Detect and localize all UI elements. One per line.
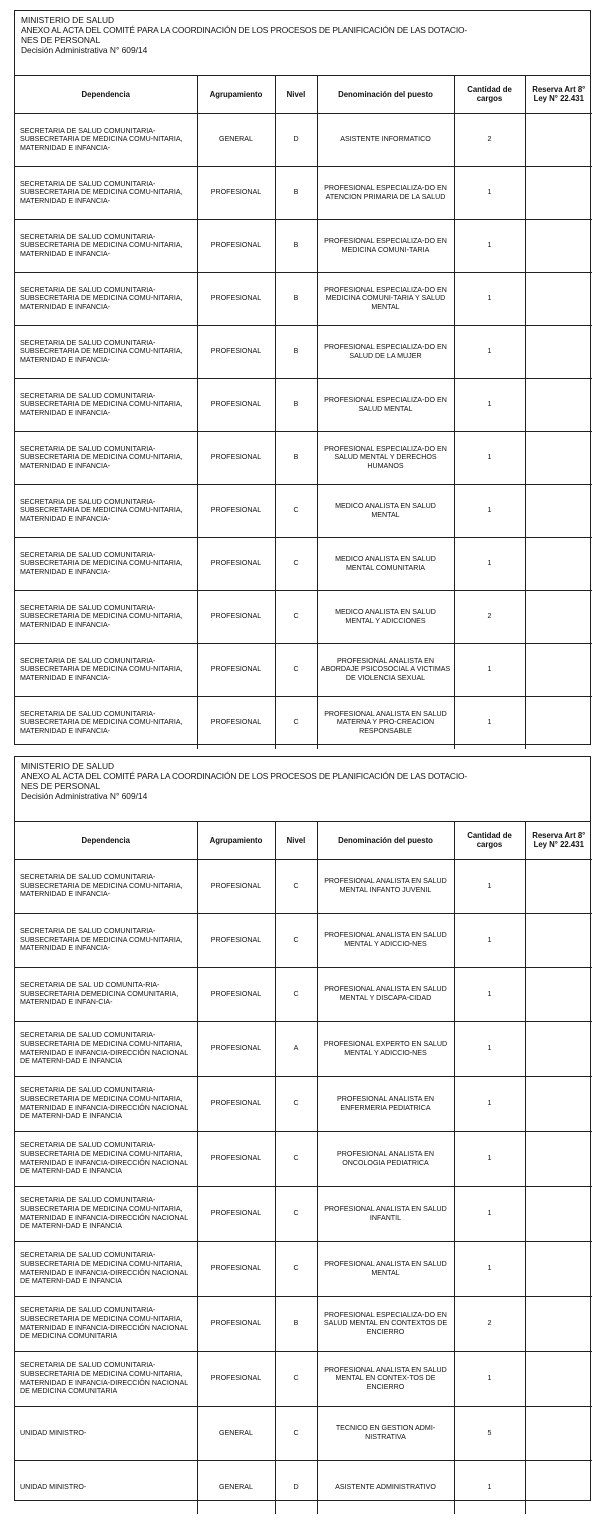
cell-puesto: TECNICO EN GESTION ADMI-NISTRATIVA: [317, 1406, 454, 1460]
cell-cantidad: 1: [454, 643, 525, 696]
cell-agrupamiento: PROFESIONAL: [197, 1021, 275, 1076]
cell-reserva: [525, 967, 592, 1021]
cell-dependencia: SECRETARIA DE SALUD COMUNITARIA-SUBSECRETARIA DE MEDICINA COMU-NITARIA, MATERNIDAD E INFANCIA-DIRECCIÓN NACIONAL DE MATERNI-DAD E INFANCIA: [15, 1076, 197, 1131]
cell-puesto: PROFESIONAL ANALISTA EN SALUD INFANTIL: [317, 1186, 454, 1241]
column-header-cantidad: Cantidad de cargos: [454, 822, 525, 859]
cell-reserva: [525, 272, 592, 325]
annex-title-line-2: NES DE PERSONAL: [21, 35, 101, 45]
column-header-agrupamiento: Agrupamiento: [197, 76, 275, 113]
annex-title-line-2: NES DE PERSONAL: [21, 781, 101, 791]
cell-reserva: [525, 1296, 592, 1351]
cell-dependencia: SECRETARIA DE SALUD COMUNITARIA-SUBSECRETARIA DE MEDICINA COMU-NITARIA, MATERNIDAD E INFANCIA-: [15, 378, 197, 431]
table-row: [15, 219, 592, 272]
cell-reserva: [525, 378, 592, 431]
annex-sheet: [14, 10, 591, 745]
cell-agrupamiento: PROFESIONAL: [197, 1131, 275, 1186]
cell-puesto: PROFESIONAL ANALISTA EN ABORDAJE PSICOSOCIAL A VICTIMAS DE VIOLENCIA SEXUAL: [317, 643, 454, 696]
cell-agrupamiento: PROFESIONAL: [197, 219, 275, 272]
cell-cantidad: 1: [454, 325, 525, 378]
cell-agrupamiento: GENERAL: [197, 1460, 275, 1514]
cell-puesto: PROFESIONAL ANALISTA EN ONCOLOGIA PEDIATRICA: [317, 1131, 454, 1186]
cell-agrupamiento: PROFESIONAL: [197, 1186, 275, 1241]
cell-reserva: [525, 1186, 592, 1241]
cell-cantidad: 1: [454, 1076, 525, 1131]
cell-cantidad: 1: [454, 1021, 525, 1076]
cell-puesto: ASISTENTE ADMINISTRATIVO: [317, 1460, 454, 1514]
cell-dependencia: SECRETARIA DE SALUD COMUNITARIA-SUBSECRETARIA DE MEDICINA COMU-NITARIA, MATERNIDAD E INFANCIA-DIRECCIÓN NACIONAL DE MEDICINA COMUNITARIA: [15, 1296, 197, 1351]
column-header-puesto: Denominación del puesto: [317, 76, 454, 113]
column-header-agrupamiento: Agrupamiento: [197, 822, 275, 859]
cell-reserva: [525, 643, 592, 696]
cell-dependencia: SECRETARIA DE SALUD COMUNITARIA-SUBSECRETARIA DE MEDICINA COMU-NITARIA, MATERNIDAD E INFANCIA-DIRECCIÓN NACIONAL DE MATERNI-DAD E INFANCIA: [15, 1186, 197, 1241]
cell-dependencia: SECRETARIA DE SALUD COMUNITARIA-SUBSECRETARIA DE MEDICINA COMU-NITARIA, MATERNIDAD E INFANCIA-: [15, 166, 197, 219]
cell-dependencia: SECRETARIA DE SALUD COMUNITARIA-SUBSECRETARIA DE MEDICINA COMU-NITARIA, MATERNIDAD E INFANCIA-DIRECCIÓN NACIONAL DE MATERNI-DAD E INFANCIA: [15, 1131, 197, 1186]
cell-agrupamiento: PROFESIONAL: [197, 1351, 275, 1406]
cell-dependencia: SECRETARIA DE SALUD COMUNITARIA-SUBSECRETARIA DE MEDICINA COMU-NITARIA, MATERNIDAD E INFANCIA-: [15, 484, 197, 537]
cell-reserva: [525, 859, 592, 913]
table-row: [15, 325, 592, 378]
cell-agrupamiento: PROFESIONAL: [197, 484, 275, 537]
cell-dependencia: SECRETARIA DE SALUD COMUNITARIA-SUBSECRETARIA DE MEDICINA COMU-NITARIA, MATERNIDAD E INFANCIA-: [15, 913, 197, 967]
cell-cantidad: 1: [454, 431, 525, 484]
cell-agrupamiento: PROFESIONAL: [197, 431, 275, 484]
cell-agrupamiento: PROFESIONAL: [197, 859, 275, 913]
cell-nivel: C: [275, 696, 317, 749]
cell-puesto: PROFESIONAL ANALISTA EN SALUD MENTAL EN CONTEX-TOS DE ENCIERRO: [317, 1351, 454, 1406]
cell-dependencia: SECRETARIA DE SALUD COMUNITARIA-SUBSECRETARIA DE MEDICINA COMU-NITARIA, MATERNIDAD E INFANCIA-: [15, 325, 197, 378]
cell-nivel: D: [275, 1460, 317, 1514]
cell-nivel: B: [275, 431, 317, 484]
cell-cantidad: 1: [454, 166, 525, 219]
column-header-cantidad: Cantidad de cargos: [454, 76, 525, 113]
table-row: [15, 537, 592, 590]
cell-cantidad: 1: [454, 1186, 525, 1241]
cell-nivel: B: [275, 219, 317, 272]
cell-dependencia: UNIDAD MINISTRO-: [15, 1460, 197, 1514]
cell-cantidad: 1: [454, 859, 525, 913]
cell-nivel: C: [275, 1351, 317, 1406]
cell-reserva: [525, 1460, 592, 1514]
column-header-nivel: Nivel: [275, 76, 317, 113]
cell-reserva: [525, 431, 592, 484]
cell-puesto: PROFESIONAL ANALISTA EN ENFERMERIA PEDIATRICA: [317, 1076, 454, 1131]
cell-nivel: C: [275, 859, 317, 913]
cell-reserva: [525, 1076, 592, 1131]
table-row: [15, 1296, 592, 1351]
cell-dependencia: SECRETARIA DE SALUD COMUNITARIA-SUBSECRETARIA DE MEDICINA COMU-NITARIA, MATERNIDAD E INFANCIA-: [15, 696, 197, 749]
cell-nivel: C: [275, 643, 317, 696]
cell-reserva: [525, 219, 592, 272]
cell-puesto: MEDICO ANALISTA EN SALUD MENTAL: [317, 484, 454, 537]
cell-dependencia: SECRETARIA DE SALUD COMUNITARIA-SUBSECRETARIA DE MEDICINA COMU-NITARIA, MATERNIDAD E INFANCIA-: [15, 643, 197, 696]
table-row: [15, 378, 592, 431]
cell-agrupamiento: PROFESIONAL: [197, 166, 275, 219]
cell-dependencia: SECRETARIA DE SAL UD COMUNITA-RIA-SUBSECRETARIA DEMEDICINA COMUNITARIA, MATERNIDAD E INFAN-CIA-: [15, 967, 197, 1021]
cell-nivel: C: [275, 1076, 317, 1131]
cell-reserva: [525, 1351, 592, 1406]
table-row: [15, 1131, 592, 1186]
cell-cantidad: 1: [454, 1131, 525, 1186]
table-row: [15, 1460, 592, 1514]
table-row: [15, 1406, 592, 1460]
decision-reference: Decisión Administrativa N° 609/14: [21, 791, 148, 801]
cell-dependencia: SECRETARIA DE SALUD COMUNITARIA-SUBSECRETARIA DE MEDICINA COMU-NITARIA, MATERNIDAD E INFANCIA-: [15, 113, 197, 166]
cell-nivel: B: [275, 272, 317, 325]
cell-reserva: [525, 484, 592, 537]
cell-dependencia: SECRETARIA DE SALUD COMUNITARIA-SUBSECRETARIA DE MEDICINA COMU-NITARIA, MATERNIDAD E INFANCIA-: [15, 272, 197, 325]
sheet-header: [15, 11, 590, 76]
cell-nivel: C: [275, 537, 317, 590]
annex-title-line-1: ANEXO AL ACTA DEL COMITÉ PARA LA COORDINACIÓN DE LOS PROCESOS DE PLANIFICACIÓN DE LAS DOTACIO-: [21, 771, 468, 781]
cell-cantidad: 2: [454, 1296, 525, 1351]
cell-dependencia: SECRETARIA DE SALUD COMUNITARIA-SUBSECRETARIA DE MEDICINA COMU-NITARIA, MATERNIDAD E INFANCIA-: [15, 431, 197, 484]
table-row: [15, 1076, 592, 1131]
cell-dependencia: SECRETARIA DE SALUD COMUNITARIA-SUBSECRETARIA DE MEDICINA COMU-NITARIA, MATERNIDAD E INFANCIA-: [15, 219, 197, 272]
column-header-dependencia: Dependencia: [15, 76, 197, 113]
cell-agrupamiento: PROFESIONAL: [197, 590, 275, 643]
cell-dependencia: SECRETARIA DE SALUD COMUNITARIA-SUBSECRETARIA DE MEDICINA COMU-NITARIA, MATERNIDAD E INFANCIA-DIRECCIÓN NACIONAL DE MEDICINA COMUNITARIA: [15, 1351, 197, 1406]
table-row: [15, 859, 592, 913]
cell-puesto: ASISTENTE INFORMATICO: [317, 113, 454, 166]
cell-reserva: [525, 1021, 592, 1076]
cell-nivel: B: [275, 1296, 317, 1351]
cell-puesto: PROFESIONAL ESPECIALIZA-DO EN MEDICINA COMUNI-TARIA: [317, 219, 454, 272]
cell-agrupamiento: PROFESIONAL: [197, 1296, 275, 1351]
cell-nivel: B: [275, 166, 317, 219]
cell-agrupamiento: PROFESIONAL: [197, 272, 275, 325]
column-header-nivel: Nivel: [275, 822, 317, 859]
cell-cantidad: 1: [454, 1460, 525, 1514]
decision-reference: Decisión Administrativa N° 609/14: [21, 45, 148, 55]
column-header-reserva: Reserva Art 8° Ley N° 22.431: [525, 76, 592, 113]
cell-nivel: B: [275, 325, 317, 378]
cell-dependencia: SECRETARIA DE SALUD COMUNITARIA-SUBSECRETARIA DE MEDICINA COMU-NITARIA, MATERNIDAD E INFANCIA-: [15, 590, 197, 643]
cell-agrupamiento: GENERAL: [197, 1406, 275, 1460]
cell-puesto: PROFESIONAL EXPERTO EN SALUD MENTAL Y ADICCIO-NES: [317, 1021, 454, 1076]
table-row: [15, 1186, 592, 1241]
cell-agrupamiento: PROFESIONAL: [197, 537, 275, 590]
cell-reserva: [525, 113, 592, 166]
cell-puesto: PROFESIONAL ANALISTA EN SALUD MATERNA Y PRO-CREACION RESPONSABLE: [317, 696, 454, 749]
cell-dependencia: UNIDAD MINISTRO-: [15, 1406, 197, 1460]
cell-reserva: [525, 1406, 592, 1460]
cell-reserva: [525, 1131, 592, 1186]
cell-dependencia: SECRETARIA DE SALUD COMUNITARIA-SUBSECRETARIA DE MEDICINA COMU-NITARIA, MATERNIDAD E INFANCIA-: [15, 537, 197, 590]
cell-agrupamiento: PROFESIONAL: [197, 913, 275, 967]
cell-nivel: C: [275, 1186, 317, 1241]
cell-nivel: C: [275, 967, 317, 1021]
positions-table: [15, 822, 592, 1514]
cell-agrupamiento: PROFESIONAL: [197, 967, 275, 1021]
table-row: [15, 696, 592, 749]
cell-puesto: PROFESIONAL ANALISTA EN SALUD MENTAL Y DISCAPA-CIDAD: [317, 967, 454, 1021]
cell-cantidad: 2: [454, 590, 525, 643]
cell-dependencia: SECRETARIA DE SALUD COMUNITARIA-SUBSECRETARIA DE MEDICINA COMU-NITARIA, MATERNIDAD E INFANCIA-DIRECCIÓN NACIONAL DE MATERNI-DAD E INFANCIA: [15, 1021, 197, 1076]
table-row: [15, 166, 592, 219]
cell-nivel: C: [275, 1131, 317, 1186]
cell-puesto: PROFESIONAL ANALISTA EN SALUD MENTAL INFANTO JUVENIL: [317, 859, 454, 913]
cell-puesto: PROFESIONAL ESPECIALIZA-DO EN ATENCION PRIMARIA DE LA SALUD: [317, 166, 454, 219]
cell-reserva: [525, 590, 592, 643]
cell-nivel: B: [275, 378, 317, 431]
cell-agrupamiento: PROFESIONAL: [197, 1076, 275, 1131]
ministry-name: MINISTERIO DE SALUD: [21, 15, 115, 25]
cell-nivel: C: [275, 913, 317, 967]
cell-puesto: PROFESIONAL ESPECIALIZA-DO EN SALUD DE LA MUJER: [317, 325, 454, 378]
table-row: [15, 1241, 592, 1296]
cell-nivel: A: [275, 1021, 317, 1076]
cell-agrupamiento: PROFESIONAL: [197, 643, 275, 696]
cell-puesto: MEDICO ANALISTA EN SALUD MENTAL Y ADICCIONES: [317, 590, 454, 643]
cell-cantidad: 5: [454, 1406, 525, 1460]
table-row: [15, 272, 592, 325]
sheet-header: [15, 757, 590, 822]
column-header-puesto: Denominación del puesto: [317, 822, 454, 859]
annex-sheet: [14, 756, 591, 1501]
cell-cantidad: 1: [454, 219, 525, 272]
cell-agrupamiento: PROFESIONAL: [197, 378, 275, 431]
cell-reserva: [525, 696, 592, 749]
cell-agrupamiento: PROFESIONAL: [197, 696, 275, 749]
cell-puesto: PROFESIONAL ANALISTA EN SALUD MENTAL: [317, 1241, 454, 1296]
table-row: [15, 431, 592, 484]
cell-puesto: PROFESIONAL ESPECIALIZA-DO EN SALUD MENTAL: [317, 378, 454, 431]
cell-puesto: PROFESIONAL ESPECIALIZA-DO EN SALUD MENTAL Y DERECHOS HUMANOS: [317, 431, 454, 484]
annex-title-line-1: ANEXO AL ACTA DEL COMITÉ PARA LA COORDINACIÓN DE LOS PROCESOS DE PLANIFICACIÓN DE LAS DOTACIO-: [21, 25, 468, 35]
cell-reserva: [525, 913, 592, 967]
cell-nivel: C: [275, 1241, 317, 1296]
cell-nivel: C: [275, 1406, 317, 1460]
cell-dependencia: SECRETARIA DE SALUD COMUNITARIA-SUBSECRETARIA DE MEDICINA COMU-NITARIA, MATERNIDAD E INFANCIA-: [15, 859, 197, 913]
table-row: [15, 113, 592, 166]
table-row: [15, 913, 592, 967]
cell-reserva: [525, 325, 592, 378]
cell-nivel: C: [275, 590, 317, 643]
table-header-row: [15, 822, 592, 859]
cell-cantidad: 1: [454, 272, 525, 325]
table-header-row: [15, 76, 592, 113]
cell-cantidad: 1: [454, 378, 525, 431]
positions-table: [15, 76, 592, 749]
cell-reserva: [525, 537, 592, 590]
cell-cantidad: 1: [454, 537, 525, 590]
cell-puesto: PROFESIONAL ESPECIALIZA-DO EN MEDICINA COMUNI-TARIA Y SALUD MENTAL: [317, 272, 454, 325]
cell-puesto: MEDICO ANALISTA EN SALUD MENTAL COMUNITARIA: [317, 537, 454, 590]
cell-cantidad: 1: [454, 1351, 525, 1406]
cell-cantidad: 1: [454, 967, 525, 1021]
cell-agrupamiento: PROFESIONAL: [197, 325, 275, 378]
cell-cantidad: 1: [454, 913, 525, 967]
cell-cantidad: 1: [454, 484, 525, 537]
ministry-name: MINISTERIO DE SALUD: [21, 761, 115, 771]
table-row: [15, 643, 592, 696]
cell-cantidad: 2: [454, 113, 525, 166]
table-row: [15, 1021, 592, 1076]
table-row: [15, 967, 592, 1021]
table-row: [15, 590, 592, 643]
column-header-reserva: Reserva Art 8° Ley N° 22.431: [525, 822, 592, 859]
cell-puesto: PROFESIONAL ESPECIALIZA-DO EN SALUD MENTAL EN CONTEXTOS DE ENCIERRO: [317, 1296, 454, 1351]
cell-puesto: PROFESIONAL ANALISTA EN SALUD MENTAL Y ADICCIO-NES: [317, 913, 454, 967]
cell-nivel: C: [275, 484, 317, 537]
cell-nivel: D: [275, 113, 317, 166]
cell-cantidad: 1: [454, 1241, 525, 1296]
cell-agrupamiento: GENERAL: [197, 113, 275, 166]
cell-reserva: [525, 166, 592, 219]
cell-dependencia: SECRETARIA DE SALUD COMUNITARIA-SUBSECRETARIA DE MEDICINA COMU-NITARIA, MATERNIDAD E INFANCIA-DIRECCIÓN NACIONAL DE MATERNI-DAD E INFANCIA: [15, 1241, 197, 1296]
table-row: [15, 484, 592, 537]
table-row: [15, 1351, 592, 1406]
cell-agrupamiento: PROFESIONAL: [197, 1241, 275, 1296]
cell-cantidad: 1: [454, 696, 525, 749]
column-header-dependencia: Dependencia: [15, 822, 197, 859]
cell-reserva: [525, 1241, 592, 1296]
